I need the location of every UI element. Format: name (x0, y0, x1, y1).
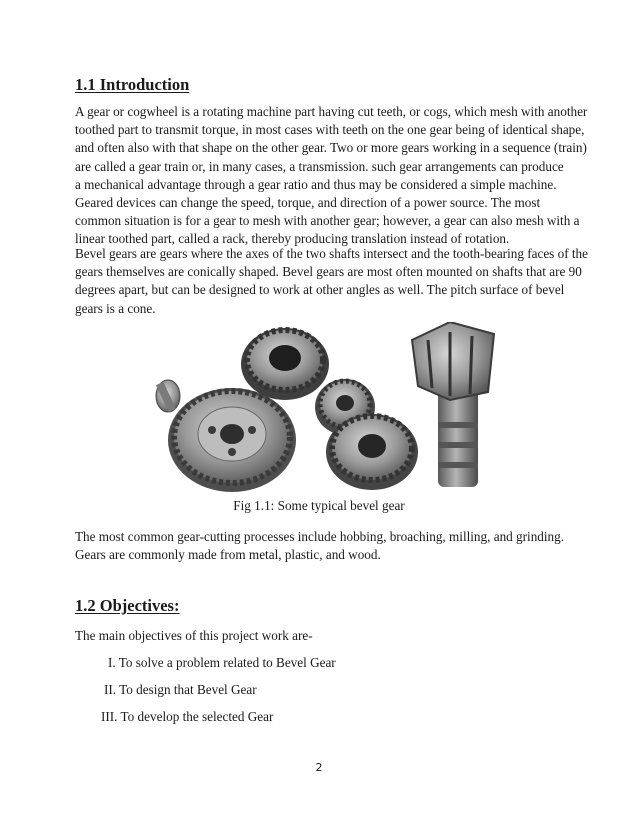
intro-paragraph-gears (75, 103, 588, 249)
section-heading-objectives: 1.2 Objectives: (75, 596, 180, 615)
bevel-pinion-shaft (412, 322, 494, 487)
text-line: common situation is for a gear to mesh with another gear; however, a gear can also mesh with a (75, 213, 580, 229)
text-line: Gears are commonly made from metal, plastic, and wood. (75, 547, 381, 563)
text-line: gears is a cone. (75, 300, 156, 316)
text-line: toothed part to transmit torque, in most cases with teeth on the one gear being of identical shape, (75, 122, 585, 138)
text-line: linear toothed part, called a rack, thereby producing translation instead of rotation. (75, 231, 510, 247)
page-number: 2 (315, 761, 323, 774)
text-line: a mechanical advantage through a gear ratio and thus may be considered a simple machine. (75, 176, 557, 192)
objective-item-3: III. To develop the selected Gear (101, 709, 274, 724)
figure-caption: Fig 1.1: Some typical bevel gear (233, 498, 405, 513)
text-line: and often also with that shape on the other gear. Two or more gears working in a sequence (train) (75, 140, 587, 156)
text-line: A gear or cogwheel is a rotating machine part having cut teeth, or cogs, which mesh with another (75, 104, 588, 119)
objective-item-1: I. To solve a problem related to Bevel Gear (108, 655, 336, 670)
intro-paragraph-bevel-gears (75, 245, 588, 318)
center-bevel-gear-top (241, 328, 329, 400)
gear-cutting-paragraph (75, 528, 565, 564)
pinion-gear-small (156, 380, 180, 412)
objectives-intro: The main objectives of this project work are- (75, 628, 313, 643)
text-line: The most common gear-cutting processes include hobbing, broaching, milling, and grinding. (75, 529, 565, 544)
text-line: degrees apart, but can be designed to work at other angles as well. The pitch surface of bevel (75, 282, 565, 298)
text-line: Bevel gears are gears where the axes of the two shafts intersect and the tooth-bearing faces of the (75, 246, 588, 261)
center-bevel-gear-bottom (326, 414, 418, 490)
bevel-gears-figure (150, 322, 500, 492)
text-line: are called a gear train or, in many cases, a transmission. such gear arrangements can produce (75, 158, 564, 174)
section-heading-introduction: 1.1 Introduction (75, 75, 190, 94)
text-line: gears themselves are conically shaped. Bevel gears are most often mounted on shafts that are 90 (75, 264, 582, 280)
objective-item-2: II. To design that Bevel Gear (104, 682, 257, 697)
text-line: Geared devices can change the speed, torque, and direction of a power source. The most (75, 195, 541, 211)
large-bevel-gear (168, 388, 296, 492)
